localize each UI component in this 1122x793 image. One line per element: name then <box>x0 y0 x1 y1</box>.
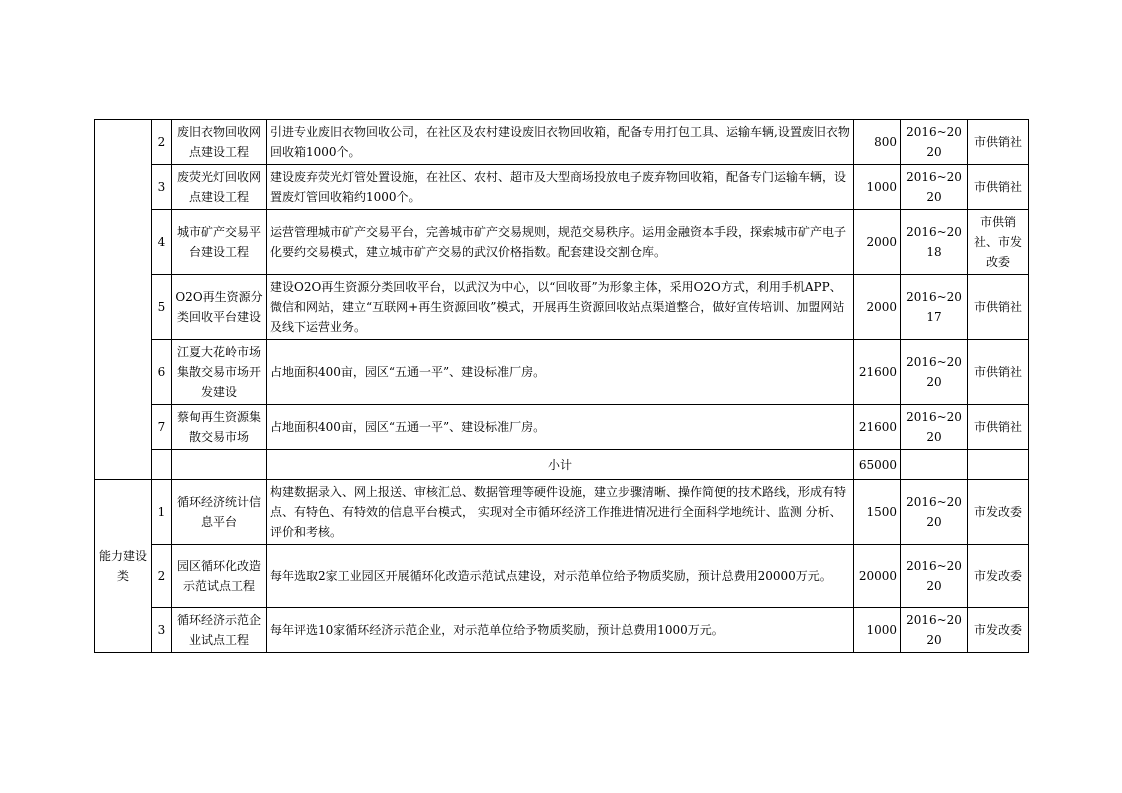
project-description: 建设O2O再生资源分类回收平台，以武汉为中心，以“回收哥”为形象主体，采用O2O方式，利用手机APP、微信和网站，建立“互联网+再生资源回收”模式，开展再生资源回收站点渠道整合，做好宣传培训、加盟网站及线下运营业务。 <box>267 275 854 340</box>
project-period: 2016~2020 <box>901 608 968 653</box>
category-cell <box>95 120 152 480</box>
project-period: 2016~2020 <box>901 165 968 210</box>
project-amount: 21600 <box>854 405 901 450</box>
project-description: 引进专业废旧衣物回收公司，在社区及农村建设废旧衣物回收箱，配备专用打包工具、运输车辆,设置废旧衣物回收箱1000个。 <box>267 120 854 165</box>
row-index: 4 <box>152 210 172 275</box>
project-description: 运营管理城市矿产交易平台，完善城市矿产交易规则，规范交易秩序。运用金融资本手段，探索城市矿产电子化要约交易模式，建立城市矿产交易的武汉价格指数。配套建设交割仓库。 <box>267 210 854 275</box>
empty-cell <box>968 450 1029 480</box>
subtotal-row <box>95 450 1029 480</box>
project-period: 2016~2020 <box>901 120 968 165</box>
project-period: 2016~2020 <box>901 340 968 405</box>
project-amount: 1500 <box>854 480 901 545</box>
row-index: 6 <box>152 340 172 405</box>
empty-cell <box>152 450 172 480</box>
project-description: 每年评选10家循环经济示范企业，对示范单位给予物质奖励，预计总费用1000万元。 <box>267 608 854 653</box>
subtotal-label: 小计 <box>267 450 854 480</box>
project-name: 园区循环化改造示范试点工程 <box>172 545 267 608</box>
row-index: 3 <box>152 165 172 210</box>
responsible-org: 市发改委 <box>968 608 1029 653</box>
project-name: 废旧衣物回收网点建设工程 <box>172 120 267 165</box>
category-cell: 能力建设类 <box>95 480 152 653</box>
project-period: 2016~2017 <box>901 275 968 340</box>
responsible-org: 市发改委 <box>968 480 1029 545</box>
project-amount: 800 <box>854 120 901 165</box>
row-index: 3 <box>152 608 172 653</box>
table-row <box>95 165 1029 210</box>
project-name: 江夏大花岭市场集散交易市场开发建设 <box>172 340 267 405</box>
project-amount: 20000 <box>854 545 901 608</box>
project-amount: 2000 <box>854 275 901 340</box>
project-name: 废荧光灯回收网点建设工程 <box>172 165 267 210</box>
project-amount: 1000 <box>854 608 901 653</box>
project-period: 2016~2018 <box>901 210 968 275</box>
responsible-org: 市供销社 <box>968 405 1029 450</box>
row-index: 5 <box>152 275 172 340</box>
row-index: 1 <box>152 480 172 545</box>
responsible-org: 市供销社 <box>968 165 1029 210</box>
project-name: 循环经济统计信息平台 <box>172 480 267 545</box>
project-description: 构建数据录入、网上报送、审核汇总、数据管理等硬件设施，建立步骤清晰、操作简便的技术路线，形成有特点、有特色、有特效的信息平台模式， 实现对全市循环经济工作推进情况进行全面科学地统计、监测 分析、评价和考核。 <box>267 480 854 545</box>
responsible-org: 市发改委 <box>968 545 1029 608</box>
project-name: 循环经济示范企业试点工程 <box>172 608 267 653</box>
subtotal-amount: 65000 <box>854 450 901 480</box>
table-row <box>95 340 1029 405</box>
project-description: 每年选取2家工业园区开展循环化改造示范试点建设，对示范单位给予物质奖励，预计总费用20000万元。 <box>267 545 854 608</box>
responsible-org: 市供销社 <box>968 340 1029 405</box>
responsible-org: 市供销社 <box>968 275 1029 340</box>
project-description: 占地面积400亩，园区“五通一平”、建设标准厂房。 <box>267 340 854 405</box>
project-amount: 2000 <box>854 210 901 275</box>
table-row <box>95 480 1029 545</box>
table-row <box>95 545 1029 608</box>
project-period: 2016~2020 <box>901 480 968 545</box>
project-period: 2016~2020 <box>901 545 968 608</box>
project-amount: 21600 <box>854 340 901 405</box>
project-name: 蔡甸再生资源集散交易市场 <box>172 405 267 450</box>
table-row <box>95 275 1029 340</box>
responsible-org: 市供销社、市发改委 <box>968 210 1029 275</box>
project-period: 2016~2020 <box>901 405 968 450</box>
table-row <box>95 120 1029 165</box>
row-index: 2 <box>152 120 172 165</box>
project-amount: 1000 <box>854 165 901 210</box>
table-row <box>95 210 1029 275</box>
row-index: 7 <box>152 405 172 450</box>
empty-cell <box>901 450 968 480</box>
row-index: 2 <box>152 545 172 608</box>
table-row <box>95 608 1029 653</box>
project-name: O2O再生资源分类回收平台建设 <box>172 275 267 340</box>
table-row <box>95 405 1029 450</box>
project-table <box>94 119 1029 653</box>
empty-cell <box>172 450 267 480</box>
project-description: 建设废弃荧光灯管处置设施，在社区、农村、超市及大型商场投放电子废弃物回收箱，配备专门运输车辆，设置废灯管回收箱约1000个。 <box>267 165 854 210</box>
project-description: 占地面积400亩，园区“五通一平”、建设标准厂房。 <box>267 405 854 450</box>
project-name: 城市矿产交易平台建设工程 <box>172 210 267 275</box>
responsible-org: 市供销社 <box>968 120 1029 165</box>
